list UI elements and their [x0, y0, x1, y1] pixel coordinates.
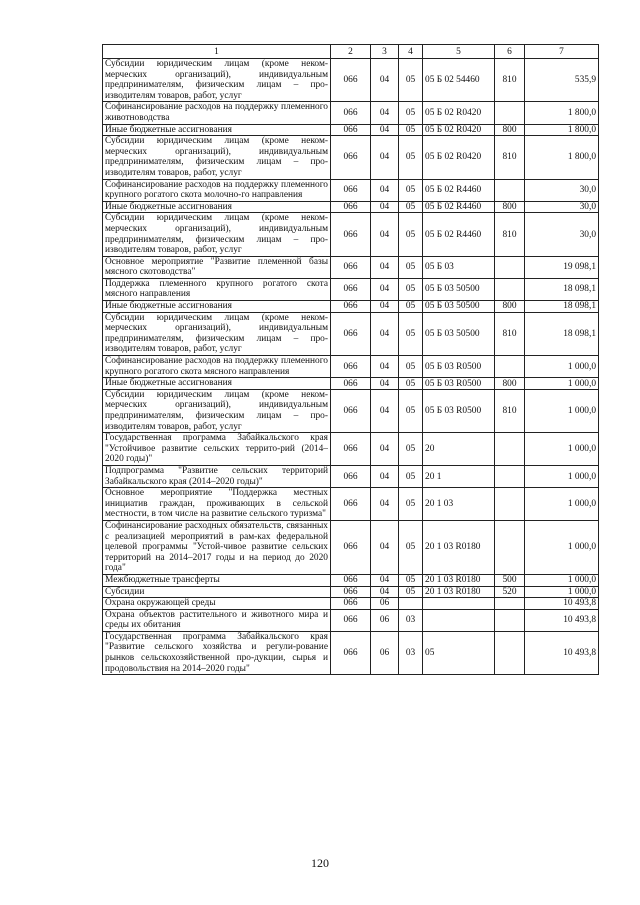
row-name-cell: Субсидии юридическим лицам (кроме неком-мерческих организаций), индивидуальным предпринимателям, физическим лицам – про-изводителям товаров, работ, услуг — [103, 213, 331, 256]
header-cell-4: 4 — [399, 45, 423, 59]
amount-cell: 10 493,8 — [525, 631, 599, 674]
target-article-cell: 20 1 03 R0180 — [423, 520, 495, 574]
target-article-cell: 05 Б 02 R0420 — [423, 102, 495, 124]
admin-code-cell: 066 — [331, 301, 371, 313]
subsection-code-cell: 05 — [399, 201, 423, 213]
row-name-cell: Субсидии — [103, 586, 331, 598]
subsection-code-cell: 05 — [399, 356, 423, 378]
header-cell-3: 3 — [371, 45, 399, 59]
table-row — [103, 609, 599, 631]
amount-cell: 30,0 — [525, 179, 599, 201]
row-name-cell: Софинансирование расходов на поддержку племенного крупного рогатого скота мясного направления — [103, 356, 331, 378]
amount-cell: 1 000,0 — [525, 389, 599, 432]
expense-type-cell: 810 — [495, 136, 525, 179]
table-row — [103, 256, 599, 278]
subsection-code-cell: 05 — [399, 465, 423, 487]
section-code-cell: 04 — [371, 256, 399, 278]
row-name-cell: Иные бюджетные ассигнования — [103, 124, 331, 136]
expense-type-cell: 800 — [495, 124, 525, 136]
amount-cell: 535,9 — [525, 59, 599, 102]
row-name-cell: Субсидии юридическим лицам (кроме неком-мерческих организаций), индивидуальным предпринимателям, физическим лицам – про-изводителям товаров, работ, услуг — [103, 59, 331, 102]
row-name-cell: Софинансирование расходов на поддержку племенного животноводства — [103, 102, 331, 124]
expense-type-cell: 810 — [495, 213, 525, 256]
section-code-cell: 04 — [371, 586, 399, 598]
admin-code-cell: 066 — [331, 465, 371, 487]
target-article-cell: 05 Б 02 R4460 — [423, 179, 495, 201]
header-cell-7: 7 — [525, 45, 599, 59]
subsection-code-cell: 05 — [399, 301, 423, 313]
header-cell-6: 6 — [495, 45, 525, 59]
row-name-cell: Софинансирование расходных обязательств, связанных с реализацией мероприятий в рам-ках федеральной целевой программы "Устой-чивое развитие сельских территорий на 2014–2017 годы и на период до 2020 года" — [103, 520, 331, 574]
target-article-cell: 05 Б 03 50500 — [423, 301, 495, 313]
table-row — [103, 574, 599, 586]
expense-type-cell — [495, 598, 525, 610]
section-code-cell: 04 — [371, 102, 399, 124]
admin-code-cell: 066 — [331, 433, 371, 466]
amount-cell: 30,0 — [525, 213, 599, 256]
expense-type-cell — [495, 488, 525, 521]
expense-type-cell: 800 — [495, 301, 525, 313]
target-article-cell: 05 Б 02 R0420 — [423, 136, 495, 179]
header-cell-1: 1 — [103, 45, 331, 59]
admin-code-cell: 066 — [331, 102, 371, 124]
target-article-cell: 05 Б 03 R0500 — [423, 389, 495, 432]
section-code-cell: 04 — [371, 59, 399, 102]
section-code-cell: 04 — [371, 356, 399, 378]
subsection-code-cell: 05 — [399, 179, 423, 201]
section-code-cell: 04 — [371, 389, 399, 432]
row-name-cell: Иные бюджетные ассигнования — [103, 301, 331, 313]
header-cell-5: 5 — [423, 45, 495, 59]
target-article-cell: 05 Б 03 50500 — [423, 312, 495, 355]
target-article-cell: 20 — [423, 433, 495, 466]
admin-code-cell: 066 — [331, 520, 371, 574]
row-name-cell: Софинансирование расходов на поддержку племенного крупного рогатого скота молочно-го направления — [103, 179, 331, 201]
expense-type-cell — [495, 256, 525, 278]
row-name-cell: Иные бюджетные ассигнования — [103, 201, 331, 213]
admin-code-cell: 066 — [331, 356, 371, 378]
table-row — [103, 520, 599, 574]
expense-type-cell: 500 — [495, 574, 525, 586]
amount-cell: 1 000,0 — [525, 378, 599, 390]
expense-type-cell — [495, 179, 525, 201]
subsection-code-cell: 05 — [399, 389, 423, 432]
row-name-cell: Иные бюджетные ассигнования — [103, 378, 331, 390]
amount-cell: 1 000,0 — [525, 465, 599, 487]
admin-code-cell: 066 — [331, 312, 371, 355]
expense-type-cell — [495, 520, 525, 574]
table-row — [103, 389, 599, 432]
table-row — [103, 179, 599, 201]
subsection-code-cell: 05 — [399, 433, 423, 466]
table-row — [103, 433, 599, 466]
row-name-cell: Основное мероприятие "Поддержка местных инициатив граждан, проживающих в сельской местности, в том числе на развитие сельского туризма" — [103, 488, 331, 521]
expense-type-cell — [495, 465, 525, 487]
admin-code-cell: 066 — [331, 213, 371, 256]
table-row — [103, 213, 599, 256]
amount-cell: 1 000,0 — [525, 488, 599, 521]
table-row — [103, 312, 599, 355]
row-name-cell: Межбюджетные трансферты — [103, 574, 331, 586]
amount-cell: 18 098,1 — [525, 312, 599, 355]
subsection-code-cell: 03 — [399, 609, 423, 631]
section-code-cell: 04 — [371, 124, 399, 136]
admin-code-cell: 066 — [331, 378, 371, 390]
table-row — [103, 301, 599, 313]
expense-type-cell — [495, 609, 525, 631]
admin-code-cell: 066 — [331, 609, 371, 631]
subsection-code-cell: 05 — [399, 278, 423, 300]
table-row — [103, 465, 599, 487]
row-name-cell: Подпрограмма "Развитие сельских территорий Забайкальского края (2014–2020 годы)" — [103, 465, 331, 487]
table-row — [103, 378, 599, 390]
admin-code-cell: 066 — [331, 136, 371, 179]
subsection-code-cell: 05 — [399, 488, 423, 521]
admin-code-cell: 066 — [331, 256, 371, 278]
amount-cell: 18 098,1 — [525, 278, 599, 300]
admin-code-cell: 066 — [331, 124, 371, 136]
subsection-code-cell: 05 — [399, 586, 423, 598]
section-code-cell: 04 — [371, 465, 399, 487]
amount-cell: 1 800,0 — [525, 102, 599, 124]
amount-cell: 1 000,0 — [525, 574, 599, 586]
section-code-cell: 04 — [371, 378, 399, 390]
target-article-cell: 20 1 03 R0180 — [423, 574, 495, 586]
section-code-cell: 04 — [371, 433, 399, 466]
admin-code-cell: 066 — [331, 574, 371, 586]
table-row — [103, 124, 599, 136]
table-row — [103, 356, 599, 378]
amount-cell: 1 800,0 — [525, 124, 599, 136]
expense-type-cell — [495, 631, 525, 674]
expense-type-cell: 810 — [495, 59, 525, 102]
table-row — [103, 488, 599, 521]
amount-cell: 18 098,1 — [525, 301, 599, 313]
subsection-code-cell: 05 — [399, 574, 423, 586]
subsection-code-cell: 05 — [399, 312, 423, 355]
subsection-code-cell: 05 — [399, 136, 423, 179]
admin-code-cell: 066 — [331, 488, 371, 521]
subsection-code-cell — [399, 598, 423, 610]
expense-type-cell: 520 — [495, 586, 525, 598]
section-code-cell: 04 — [371, 520, 399, 574]
target-article-cell: 05 Б 03 R0500 — [423, 378, 495, 390]
section-code-cell: 04 — [371, 301, 399, 313]
header-row — [103, 45, 599, 59]
admin-code-cell: 066 — [331, 179, 371, 201]
section-code-cell: 06 — [371, 598, 399, 610]
table-row — [103, 136, 599, 179]
admin-code-cell: 066 — [331, 631, 371, 674]
table-row — [103, 278, 599, 300]
target-article-cell — [423, 598, 495, 610]
expense-type-cell: 800 — [495, 201, 525, 213]
admin-code-cell: 066 — [331, 389, 371, 432]
expense-type-cell — [495, 278, 525, 300]
row-name-cell: Государственная программа Забайкальского края "Устойчивое развитие сельских террито-рий (2014–2020 годы)" — [103, 433, 331, 466]
expense-type-cell: 810 — [495, 389, 525, 432]
expense-type-cell — [495, 356, 525, 378]
target-article-cell — [423, 609, 495, 631]
table-row — [103, 631, 599, 674]
subsection-code-cell: 05 — [399, 520, 423, 574]
amount-cell: 1 000,0 — [525, 356, 599, 378]
page-number: 120 — [311, 856, 329, 870]
admin-code-cell: 066 — [331, 586, 371, 598]
row-name-cell: Субсидии юридическим лицам (кроме неком-мерческих организаций), индивидуальным предпринимателям, физическим лицам – про-изводителям товаров, работ, услуг — [103, 136, 331, 179]
section-code-cell: 04 — [371, 136, 399, 179]
amount-cell: 10 493,8 — [525, 609, 599, 631]
expense-type-cell: 810 — [495, 312, 525, 355]
target-article-cell: 05 Б 02 R0420 — [423, 124, 495, 136]
subsection-code-cell: 05 — [399, 59, 423, 102]
section-code-cell: 06 — [371, 631, 399, 674]
section-code-cell: 04 — [371, 278, 399, 300]
target-article-cell: 05 Б 02 R4460 — [423, 213, 495, 256]
target-article-cell: 05 — [423, 631, 495, 674]
subsection-code-cell: 05 — [399, 102, 423, 124]
admin-code-cell: 066 — [331, 278, 371, 300]
row-name-cell: Основное мероприятие "Развитие племенной базы мясного скотоводства" — [103, 256, 331, 278]
amount-cell: 1 800,0 — [525, 136, 599, 179]
target-article-cell: 20 1 03 — [423, 488, 495, 521]
budget-table — [102, 44, 599, 675]
target-article-cell: 05 Б 03 — [423, 256, 495, 278]
section-code-cell: 04 — [371, 574, 399, 586]
amount-cell: 1 000,0 — [525, 586, 599, 598]
row-name-cell: Поддержка племенного крупного рогатого скота мясного направления — [103, 278, 331, 300]
target-article-cell: 05 Б 03 R0500 — [423, 356, 495, 378]
table-row — [103, 586, 599, 598]
amount-cell: 30,0 — [525, 201, 599, 213]
row-name-cell: Охрана объектов растительного и животного мира и среды их обитания — [103, 609, 331, 631]
row-name-cell: Охрана окружающей среды — [103, 598, 331, 610]
section-code-cell: 04 — [371, 488, 399, 521]
row-name-cell: Субсидии юридическим лицам (кроме неком-мерческих организаций), индивидуальным предпринимателям, физическим лицам – про-изводителям товаров, работ, услуг — [103, 389, 331, 432]
expense-type-cell — [495, 102, 525, 124]
subsection-code-cell: 05 — [399, 378, 423, 390]
table-row — [103, 598, 599, 610]
section-code-cell: 04 — [371, 179, 399, 201]
row-name-cell: Государственная программа Забайкальского края "Развитие сельского хозяйства и регули-рование рынков сельскохозяйственной про-дукции, сырья и продовольствия на 2014–2020 годы" — [103, 631, 331, 674]
admin-code-cell: 066 — [331, 598, 371, 610]
target-article-cell: 20 1 03 R0180 — [423, 586, 495, 598]
target-article-cell: 05 Б 03 50500 — [423, 278, 495, 300]
amount-cell: 10 493,8 — [525, 598, 599, 610]
table-body — [103, 59, 599, 675]
expense-type-cell — [495, 433, 525, 466]
amount-cell: 1 000,0 — [525, 520, 599, 574]
section-code-cell: 04 — [371, 213, 399, 256]
subsection-code-cell: 05 — [399, 213, 423, 256]
section-code-cell: 06 — [371, 609, 399, 631]
subsection-code-cell: 05 — [399, 124, 423, 136]
subsection-code-cell: 03 — [399, 631, 423, 674]
table-row — [103, 201, 599, 213]
subsection-code-cell: 05 — [399, 256, 423, 278]
target-article-cell: 05 Б 02 54460 — [423, 59, 495, 102]
amount-cell: 19 098,1 — [525, 256, 599, 278]
admin-code-cell: 066 — [331, 59, 371, 102]
row-name-cell: Субсидии юридическим лицам (кроме неком-мерческих организаций), индивидуальным предпринимателям, физическим лицам – про-изводителям товаров, работ, услуг — [103, 312, 331, 355]
header-cell-2: 2 — [331, 45, 371, 59]
table-row — [103, 102, 599, 124]
target-article-cell: 20 1 — [423, 465, 495, 487]
section-code-cell: 04 — [371, 201, 399, 213]
expense-type-cell: 800 — [495, 378, 525, 390]
amount-cell: 1 000,0 — [525, 433, 599, 466]
section-code-cell: 04 — [371, 312, 399, 355]
target-article-cell: 05 Б 02 R4460 — [423, 201, 495, 213]
admin-code-cell: 066 — [331, 201, 371, 213]
table-row — [103, 59, 599, 102]
